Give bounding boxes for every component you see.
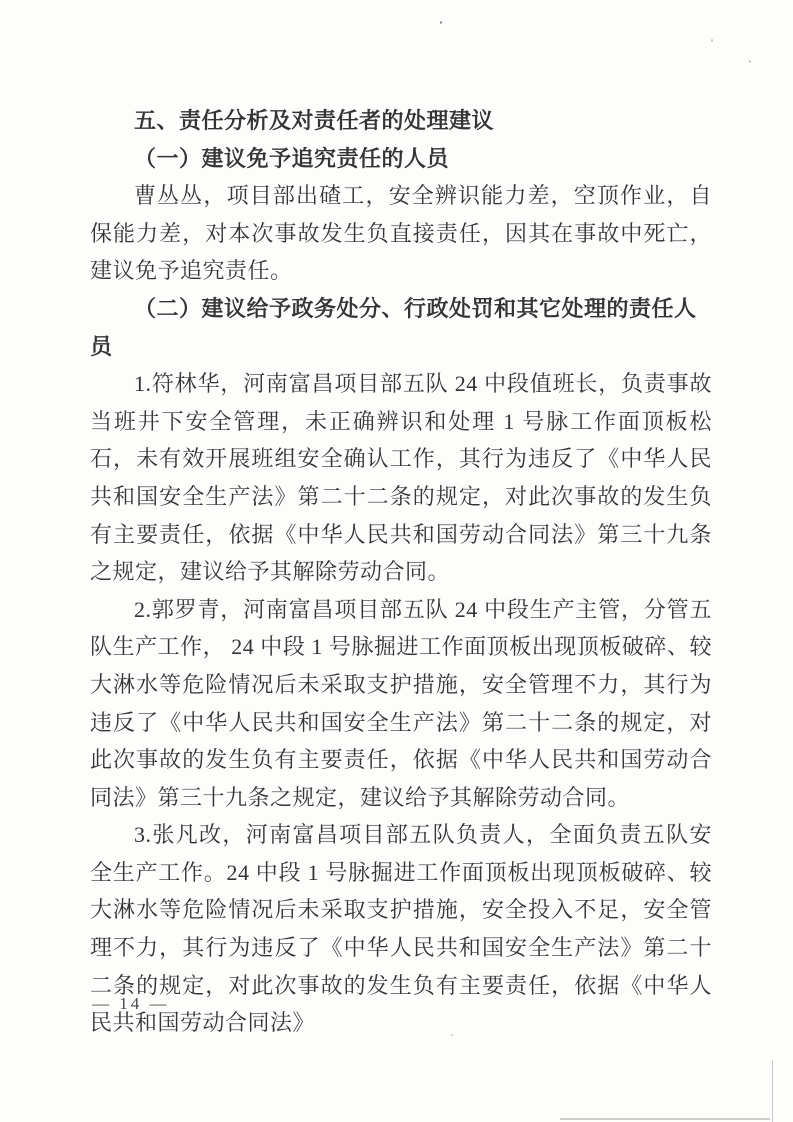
paragraph-zhang-fangai: 3.张凡改，河南富昌项目部五队负责人，全面负责五队安全生产工作。24 中段 1 号脉掘进工作面顶板出现顶板破碎、较大淋水等危险情况后未采取支护措施，安全投入不足，安全管理不力，其行为违反了《中华人民共和国安全生产法》第二十二条的规定，对此次事故的发生负有主要责任，依据《中华人民共和国劳动合同法》 xyxy=(90,822,712,1036)
scan-shadow-artifact xyxy=(560,1118,770,1120)
scan-speck xyxy=(749,60,751,63)
paragraph-cao-congcong: 曹丛丛，项目部出碴工，安全辨识能力差，空顶作业，自保能力差，对本次事故发生负直接责任，因其在事故中死亡，建议免予追究责任。 xyxy=(90,183,712,284)
text-block xyxy=(90,102,712,1042)
paragraph-guo-luoqing: 2.郭罗青，河南富昌项目部五队 24 中段生产主管，分管五队生产工作， 24 中段 1 号脉掘进工作面顶板出现顶板破碎、较大淋水等危险情况后未采取支护措施，安全管理不力，其行为违反了《中华人民共和国安全生产法》第二十二条的规定，对此次事故的发生负有主要责任，依据《中华人民共和国劳动合同法》第三十九条之规定，建议给予其解除劳动合同。 xyxy=(90,596,712,810)
subsection-1-heading: （一）建议免予追究责任的人员 xyxy=(134,145,450,171)
page-number: — 14 — xyxy=(92,994,170,1013)
paragraph-fu-linhua: 1.符林华，河南富昌项目部五队 24 中段值班长，负责事故当班井下安全管理，未正确辨识和处理 1 号脉工作面顶板松石，未有效开展班组安全确认工作，其行为违反了《中华人民共和国安全生产法》第二十二条的规定，对此次事故的发生负有主要责任，依据《中华人民共和国劳动合同法》第三十九条之规定，建议给予其解除劳动合同。 xyxy=(90,371,712,585)
scan-speck xyxy=(451,1034,453,1036)
scan-speck xyxy=(711,39,713,42)
section-heading: 五、责任分析及对责任者的处理建议 xyxy=(134,108,495,133)
scan-speck xyxy=(440,21,442,24)
scan-edge-artifact xyxy=(772,1060,773,1122)
subsection-2-heading: （二）建议给予政务处分、行政处罚和其它处理的责任人员 xyxy=(90,295,697,359)
